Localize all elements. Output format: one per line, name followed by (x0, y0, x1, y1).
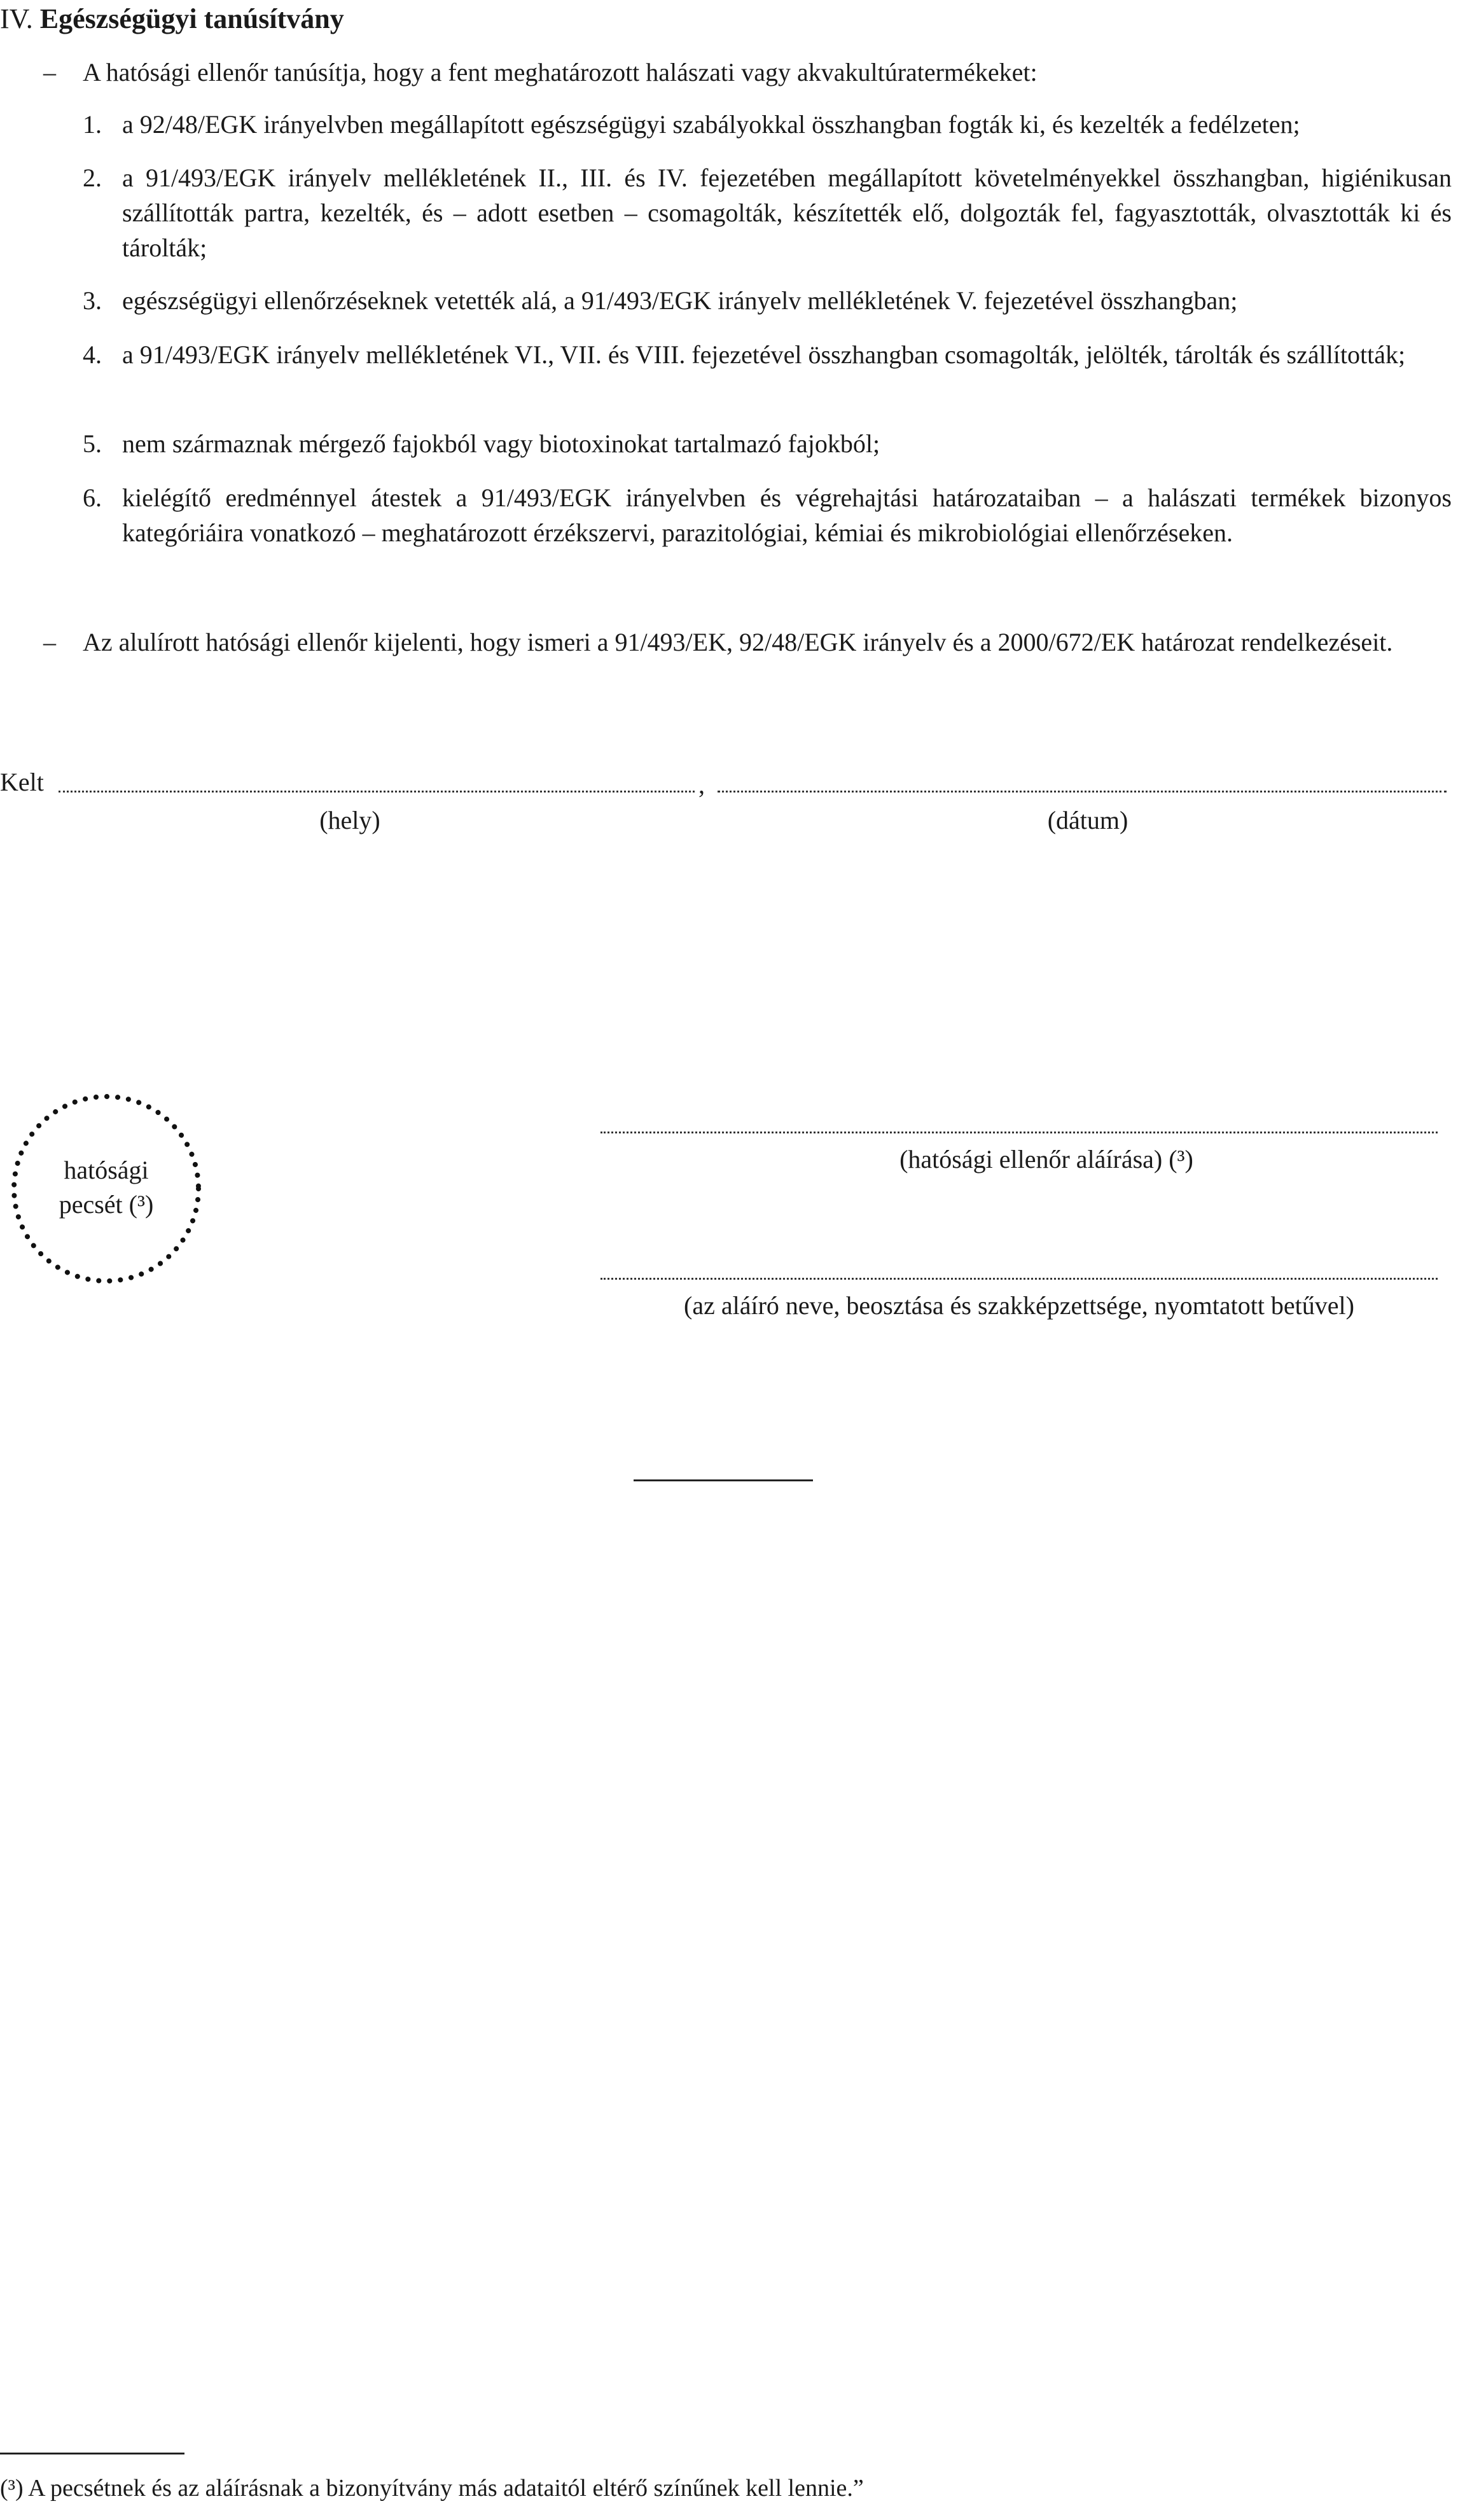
signature-footnote-ref: (³) (1169, 1145, 1193, 1173)
list-item: a 91/493/EGK irányelv mellékletének II., III. és IV. fejezetében megállapított követelményekkel összhangban, higiénikusan szállították partra, kezelték, és – adott esetben – csomagolták, készítették elő, dolgozták fel, fagyasztották, olvasztották ki és tárolták; (122, 163, 1452, 262)
list-item: a 91/493/EGK irányelv mellékletének VI., VII. és VIII. fejezetével összhangban csomagolták, jelölték, tárolták és szállították; (122, 340, 1406, 369)
footnote (0, 2471, 864, 2506)
section-number: IV. (0, 3, 33, 34)
signature-caption: (hatósági ellenőr aláírása) (³) (899, 1145, 1193, 1173)
item-number: 4. (83, 340, 102, 369)
footnote-text: A pecsétnek és az aláírásnak a bizonyítvány más adataitól eltérő színűnek kell lennie.” (28, 2475, 864, 2502)
item-number: 6. (83, 483, 102, 512)
list-item: kielégítő eredménnyel átestek a 91/493/EGK irányelvben és végrehajtási határozataiban – a halászati termékek bizonyos kategóriáira vonatkozó – meghatározott érzékszervi, parazitológiai, kémiai és mikrobiológiai ellenőrzéseken. (122, 483, 1452, 547)
item-number: 5. (83, 429, 102, 458)
declaration-dash: – (43, 628, 56, 656)
item-number: 3. (83, 286, 102, 315)
name-dotted-line (601, 1278, 1438, 1280)
kelt-separator: , (698, 770, 705, 799)
section-heading (0, 1, 344, 36)
footnote-rule (0, 2453, 184, 2454)
date-caption: (dátum) (1047, 806, 1128, 834)
footnote-ref: (³) (0, 2475, 24, 2502)
item-number: 2. (83, 163, 102, 192)
intro-dash: – (43, 58, 56, 87)
list-item: egészségügyi ellenőrzéseknek vetették alá, a 91/493/EGK irányelv mellékletének V. fejezetével összhangban; (122, 286, 1238, 315)
declaration-text: Az alulírott hatósági ellenőr kijelenti, hogy ismeri a 91/493/EK, 92/48/EGK irányelv és a 2000/672/EK határozat rendelkezéseit. (83, 628, 1393, 656)
place-dotted-line (59, 791, 695, 793)
stamp-footnote-ref: (³) (128, 1190, 154, 1219)
list-item: a 92/48/EGK irányelvben megállapított egészségügyi szabályokkal összhangban fogták ki, és kezelték a fedélzeten; (122, 110, 1300, 139)
stamp-label-line1: hatósági (64, 1156, 149, 1184)
date-dotted-line (718, 791, 1447, 793)
section-title: Egészségügyi tanúsítvány (39, 3, 344, 34)
separator-rule (634, 1479, 813, 1481)
stamp-label-line2: pecsét (³) (59, 1190, 154, 1219)
item-number: 1. (83, 110, 102, 139)
name-caption: (az aláíró neve, beosztása és szakképzettsége, nyomtatott betűvel) (684, 1291, 1354, 1320)
place-caption: (hely) (319, 806, 380, 834)
signature-dotted-line (601, 1132, 1438, 1133)
intro-text: A hatósági ellenőr tanúsítja, hogy a fent meghatározott halászati vagy akvakultúratermékeket: (83, 58, 1038, 87)
kelt-label: Kelt (0, 768, 44, 796)
list-item: nem származnak mérgező fajokból vagy biotoxinokat tartalmazó fajokból; (122, 429, 880, 458)
